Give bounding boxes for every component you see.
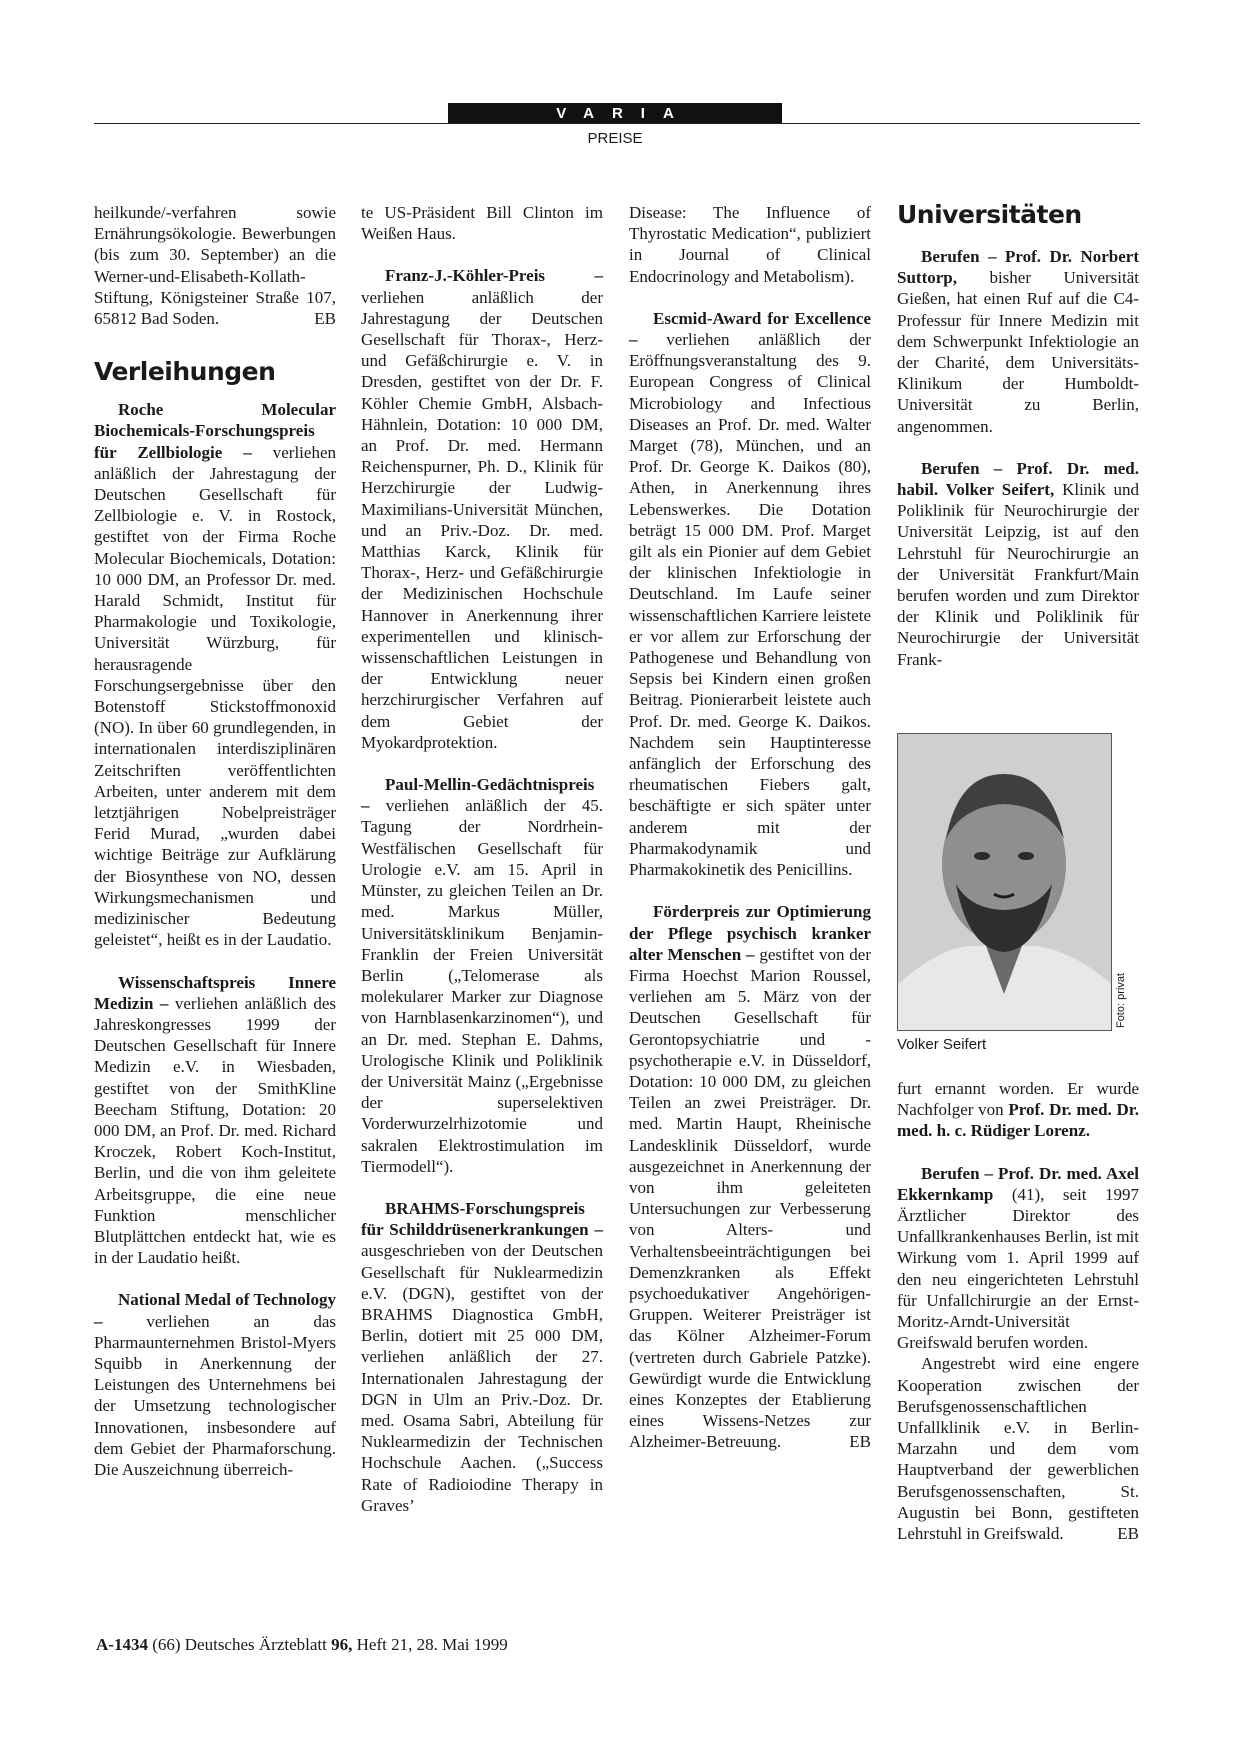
paragraph: heilkunde/-verfahren sowie Ernährungsökologie. Bewerbungen (bis zum 30. September) an die Werner-und-Elisabeth-Kollath-Stiftung, Königsteiner Straße 107, 65812 Bad Soden. EB — [94, 203, 336, 329]
column-4-bottom — [897, 1078, 1139, 1544]
heading-universitaeten: Universitäten — [897, 200, 1082, 229]
author-sign: EB — [849, 1432, 871, 1452]
section-label: PREISE — [587, 130, 643, 147]
appointment-title: Berufen – Prof. Dr. Norbert Suttorp, — [897, 247, 1139, 288]
paragraph: Förderpreis zur Optimierung der Pflege psychisch kranker alter Menschen – gestiftet von der Firma Hoechst Marion Roussel, verliehen am 5. März von der Deutschen Gesellschaft für Gerontopsychiatrie und -psychotherapie e.V. in Düsseldorf, Dotation: 10 000 DM, zu gleichen Teilen an zwei Preisträger. Dr. med. Martin Haupt, Rheinische Landesklinik Düsseldorf, wurde ausgezeichnet in Anerkennung der von ihm geleiteten Untersuchungen zur Verbesserung von Alters- und Verhaltensbeeinträchtigungen bei Demenzkranken als Effekt psychoedukativer Angehörigen-Gruppen. Weiterer Preisträger ist das Kölner Alzheimer-Forum (vertreten durch Gabriele Patzke). Gewürdigt wurde die Entwicklung eines Konzeptes der Etablierung eines Wissens-Netzes zur Alzheimer-Betreuung. EB — [629, 902, 871, 1452]
header-rule — [94, 123, 1140, 124]
paragraph: BRAHMS-Forschungspreis für Schilddrüsenerkrankungen – ausgeschrieben von der Deutschen Gesellschaft für Nuklearmedizin e.V. (DGN), gestiftet von der BRAHMS Diagnostica GmbH, Berlin, dotiert mit 25 000 DM, verliehen anläßlich der 27. Internationalen Jahrestagung der DGN in Ulm an Priv.-Doz. Dr. med. Osama Sabri, Abteilung für Nuklearmedizin der Technischen Hochschule Aachen. („Success Rate of Radioiodine Therapy in Graves’ — [361, 1198, 603, 1515]
appointment-title: Berufen – Prof. Dr. med. Axel Ekkernkamp — [897, 1163, 1139, 1204]
appointment-title: Berufen – Prof. Dr. med. habil. Volker Seifert, — [897, 458, 1139, 500]
page-footer — [96, 1635, 508, 1655]
award-title: National Medal of Technology – — [94, 1290, 336, 1331]
award-title: Förderpreis zur Optimierung der Pflege psychisch kranker alter Menschen – — [629, 902, 871, 964]
person-name: Prof. Dr. med. Dr. med. h. c. Rüdiger Lorenz. — [897, 1100, 1139, 1141]
paragraph: te US-Präsident Bill Clinton im Weißen Haus. — [361, 203, 603, 244]
paragraph: Berufen – Prof. Dr. med. Axel Ekkernkamp (41), seit 1997 Ärztlicher Direktor des Unfallkrankenhauses Berlin, ist mit Wirkung vom 1. April 1999 auf den neu eingerichteten Lehrstuhl für Unfallchirurgie an der Ernst-Moritz-Arndt-Universität Greifswald berufen worden. — [897, 1163, 1139, 1353]
issue-date: Heft 21, 28. Mai 1999 — [352, 1635, 508, 1654]
paragraph: National Medal of Technology – verliehen an das Pharmaunternehmen Bristol-Myers Squibb in Anerkennung der Leistungen des Unternehmens bei der Umsetzung technologischer Innovationen, insbesondere auf dem Gebiet der Pharmaforschung. Die Auszeichnung überreich- — [94, 1290, 336, 1479]
paragraph: Franz-J.-Köhler-Preis – verliehen anläßlich der Jahrestagung der Deutschen Gesellschaft für Thorax-, Herz- und Gefäßchirurgie e. V. in Dresden, gestiftet von der Dr. F. Köhler Chemie GmbH, Alsbach-Hähnlein, Dotation: 10 000 DM, an Prof. Dr. med. Hermann Reichenspurner, Ph. D., Klinik für Herzchirurgie der Ludwig-Maximilians-Universität München, und an Priv.-Doz. Dr. med. Matthias Karck, Klinik für Thorax-, Herz- und Gefäßchirurgie der Medizinischen Hochschule Hannover in Anerkennung ihrer experimentellen und klinisch-wissenschaftlichen Leistungen in der Entwicklung neuer herzchirurgischer Verfahren auf dem Gebiet der Myokardprotektion. — [361, 266, 603, 752]
author-sign: EB — [314, 309, 336, 329]
paragraph: Disease: The Influence of Thyrostatic Medication“, publiziert in Journal of Clinical Endocrinology and Metabolism). — [629, 203, 871, 286]
volume: 96, — [331, 1635, 353, 1654]
heading-verleihungen: Verleihungen — [94, 357, 276, 387]
portrait-image — [897, 733, 1112, 1031]
paragraph: Berufen – Prof. Dr. Norbert Suttorp, bisher Universität Gießen, hat einen Ruf auf die C4-Professur für Innere Medizin mit dem Schwerpunkt Infektiologie an der Charité, dem Universitäts-Klinikum der Humboldt-Universität zu Berlin, angenommen. — [897, 247, 1139, 436]
award-title: Roche Molecular Biochemicals-Forschungspreis für Zellbiologie – — [94, 400, 336, 462]
portrait-illustration — [898, 734, 1111, 1030]
paragraph: Angestrebt wird eine engere Kooperation zwischen der Berufsgenossenschaftlichen Unfallklinik e.V. in Berlin-Marzahn und dem vom Hauptverband der gewerblichen Berufsgenossenschaften, St. Augustin bei Bonn, gestifteten Lehrstuhl in Greifswald. EB — [897, 1354, 1139, 1544]
paragraph: Wissenschaftspreis Innere Medizin – verliehen anläßlich des Jahreskongresses 1999 der Deutschen Gesellschaft für Innere Medizin e.V. in Wiesbaden, gestiftet von der SmithKline Beecham Stiftung, Dotation: 20 000 DM, an Prof. Dr. med. Richard Kroczek, Robert Koch-Institut, Berlin, und die von ihm geleitete Arbeitsgruppe, die eine neue Funktion menschlicher Blutplättchen entdeckt hat, wie es in der Laudatio heißt. — [94, 972, 336, 1268]
photo-caption: Volker Seifert — [897, 1036, 987, 1053]
paragraph: Escmid-Award for Excellence – verliehen anläßlich der Eröffnungsveranstaltung des 9. European Congress of Clinical Microbiology and Infectious Diseases an Prof. Dr. med. Walter Marget (78), München, und an Prof. Dr. George K. Daikos (80), Athen, in Anerkennung ihres Lebenswerkes. Die Dotation beträgt 15 000 DM. Prof. Marget gilt als ein Pionier auf dem Gebiet der klinischen Infektiologie in Deutschland. Im Laufe seiner wissenschaftlichen Karriere leistete er vor allem zur Erforschung der Pathogenese und Behandlung von Sepsis bei Kindern einen großen Beitrag. Pionierarbeit leistete auch Prof. Dr. med. George K. Daikos. Nachdem sein Hauptinteresse anfänglich der Erforschung des rheumatischen Fiebers galt, beschäftigte er sich später unter anderem mit der Pharmakodynamik und Pharmakokinetik des Penicillins. — [629, 308, 871, 880]
paragraph: Berufen – Prof. Dr. med. habil. Volker Seifert, Klinik und Poliklinik für Neurochirurgie der Universität Leipzig, ist auf den Lehrstuhl für Neurochirurgie an der Universität Frankfurt/Main berufen worden und zum Direktor der Klinik und Poliklinik für Neurochirurgie der Universität Frank- — [897, 458, 1139, 669]
journal-name: (66) Deutsches Ärzteblatt — [147, 1635, 332, 1654]
column-1 — [94, 202, 336, 1480]
award-title: BRAHMS-Forschungspreis für Schilddrüsenerkrankungen – — [361, 1198, 603, 1240]
portrait-photo — [897, 733, 1137, 1029]
column-4-top — [897, 200, 1139, 670]
paragraph: Paul-Mellin-Gedächtnispreis – verliehen anläßlich der 45. Tagung der Nordrhein-Westfälischen Gesellschaft für Urologie e.V. am 15. April in Münster, zu gleichen Teilen an Dr. med. Markus Müller, Universitätsklinikum Benjamin-Franklin der Freien Universität Berlin („Telomerase als molekularer Marker zur Diagnose von Harnblasenkarzinomen“), und an Dr. med. Stephan E. Dahms, Urologische Klinik und Poliklinik der Universität Mainz („Ergebnisse der superselektiven Vorderwurzelrhizotomie und sakralen Elektrostimulation im Tiermodell“). — [361, 775, 603, 1176]
award-title: Franz-J.-Köhler-Preis – — [385, 266, 603, 286]
paragraph: Roche Molecular Biochemicals-Forschungspreis für Zellbiologie – verliehen anläßlich der Jahrestagung der Deutschen Gesellschaft für Zellbiologie e. V. in Rostock, gestiftet von der Firma Roche Molecular Biochemicals, Dotation: 10 000 DM, an Professor Dr. med. Harald Schmidt, Institut für Pharmakologie und Toxikologie, Universität Würzburg, für herausragende Forschungsergebnisse über den Botenstoff Stickstoffmonoxid (NO). In über 60 grundlegenden, in internationalen interdisziplinären Zeitschriften veröffentlichten Arbeiten, unter anderem mit dem letztjährigen Nobelpreisträger Ferid Murad, „wurden dabei wichtige Beiträge zur Aufklärung der Biosynthese von NO, dessen Wirkungsmechanismen und medizinischer Bedeutung geleistet“, heißt es in der Laudatio. — [94, 400, 336, 950]
photo-credit: Foto: privat — [1115, 973, 1127, 1029]
award-title: Paul-Mellin-Gedächtnispreis – — [361, 775, 595, 816]
author-sign: EB — [1117, 1524, 1139, 1544]
section-band: VARIA — [448, 103, 782, 124]
column-2 — [361, 202, 603, 1516]
column-3 — [629, 202, 871, 1453]
award-title: Escmid-Award for Excellence – — [629, 308, 871, 350]
paragraph: furt ernannt worden. Er wurde Nachfolger von Prof. Dr. med. Dr. med. h. c. Rüdiger Lorenz. — [897, 1079, 1139, 1141]
award-title: Wissenschaftspreis Innere Medizin – — [94, 972, 336, 1013]
page-number: A-1434 — [96, 1635, 148, 1654]
